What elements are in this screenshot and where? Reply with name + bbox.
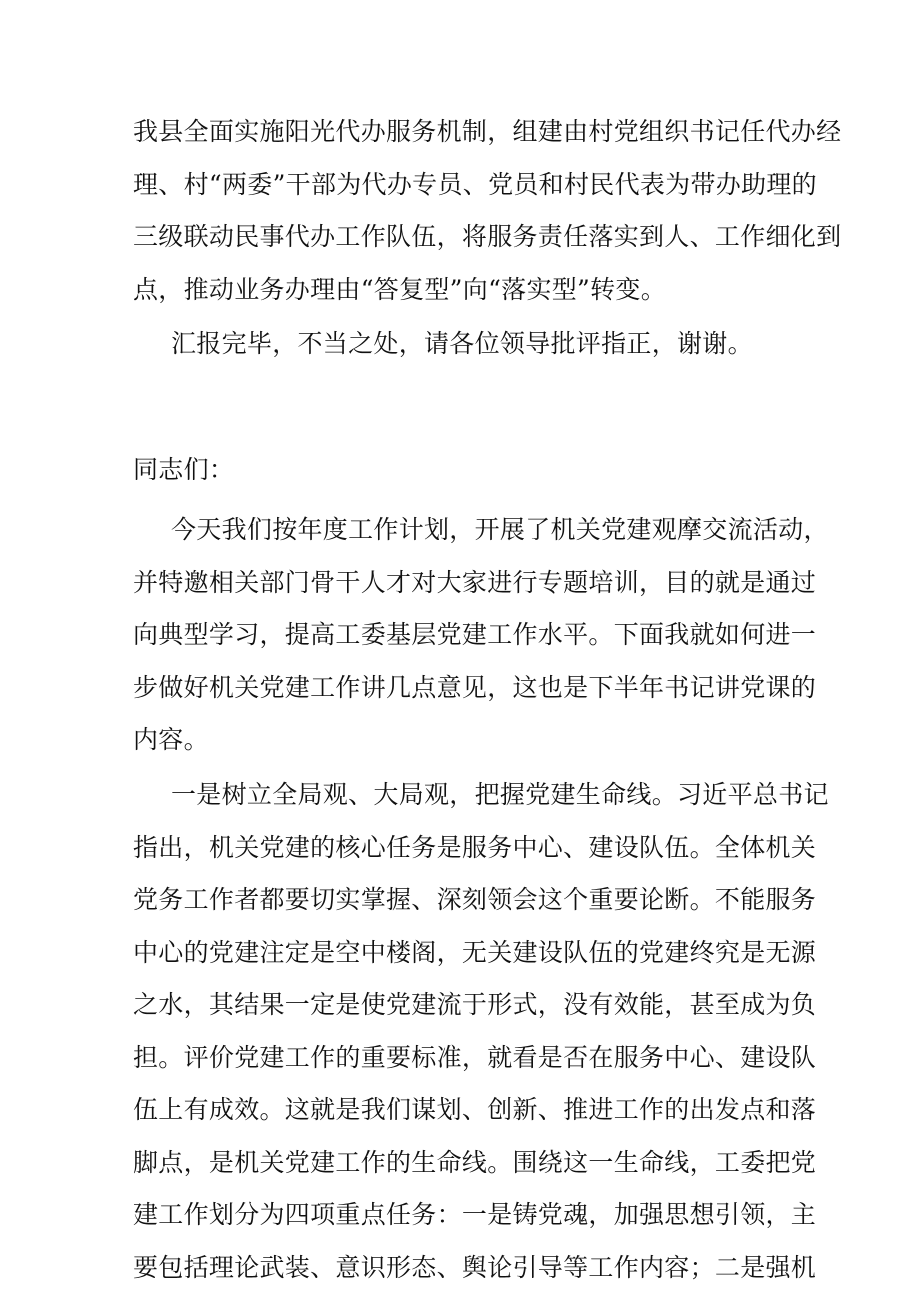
paragraph-line: 点，推动业务办理由“答复型”向“落实型”转变。 [133,274,667,304]
paragraph-line: 步做好机关党建工作讲几点意见，这也是下半年书记讲党课的 [133,672,817,702]
paragraph-line: 三级联动民事代办工作队伍，将服务责任落实到人、工作细化到 [133,222,842,251]
paragraph-line: 党务工作者都要切实掌握、深刻领会这个重要论断。不能服务 [133,885,817,914]
paragraph-line: 内容。 [133,725,209,754]
paragraph-line: 脚点，是机关党建工作的生命线。围绕这一生命线，工委把党 [133,1147,817,1177]
paragraph-line: 建工作划分为四项重点任务：一是铸党魂，加强思想引领，主 [133,1200,817,1229]
paragraph-line: 一是树立全局观、大局观，把握党建生命线。习近平总书记 [171,780,829,809]
closing-paragraph [133,106,842,316]
salutation-block [133,444,793,497]
point-one-paragraph [133,769,829,1294]
paragraph-line: 今天我们按年度工作计划，开展了机关党建观摩交流活动， [171,515,829,544]
closing-remark-block [133,318,793,371]
salutation: 同志们： [133,455,235,484]
paragraph-line: 伍上有成效。这就是我们谋划、创新、推进工作的出发点和落 [133,1095,817,1124]
paragraph-line: 之水，其结果一定是使党建流于形式，没有效能，甚至成为负 [133,990,817,1019]
paragraph-line: 指出，机关党建的核心任务是服务中心、建设队伍。全体机关 [133,832,817,862]
paragraph-line: 向典型学习，提高工委基层党建工作水平。下面我就如何进一 [133,620,817,649]
closing-remark: 汇报完毕，不当之处，请各位领导批评指正，谢谢。 [171,329,753,358]
paragraph-line: 理、村“两委”干部为代办专员、党员和村民代表为带办助理的 [133,169,817,199]
paragraph-line: 并特邀相关部门骨干人才对大家进行专题培训，目的就是通过 [133,567,817,597]
paragraph-line: 要包括理论武装、意识形态、舆论引导等工作内容；二是强机 [133,1252,817,1282]
paragraph-line: 中心的党建注定是空中楼阁，无关建设队伍的党建终究是无源 [133,937,817,967]
paragraph-line: 我县全面实施阳光代办服务机制，组建由村党组织书记任代办经 [133,117,842,146]
paragraph-line: 担。评价党建工作的重要标准，就看是否在服务中心、建设队 [133,1042,817,1072]
intro-paragraph [133,504,829,767]
